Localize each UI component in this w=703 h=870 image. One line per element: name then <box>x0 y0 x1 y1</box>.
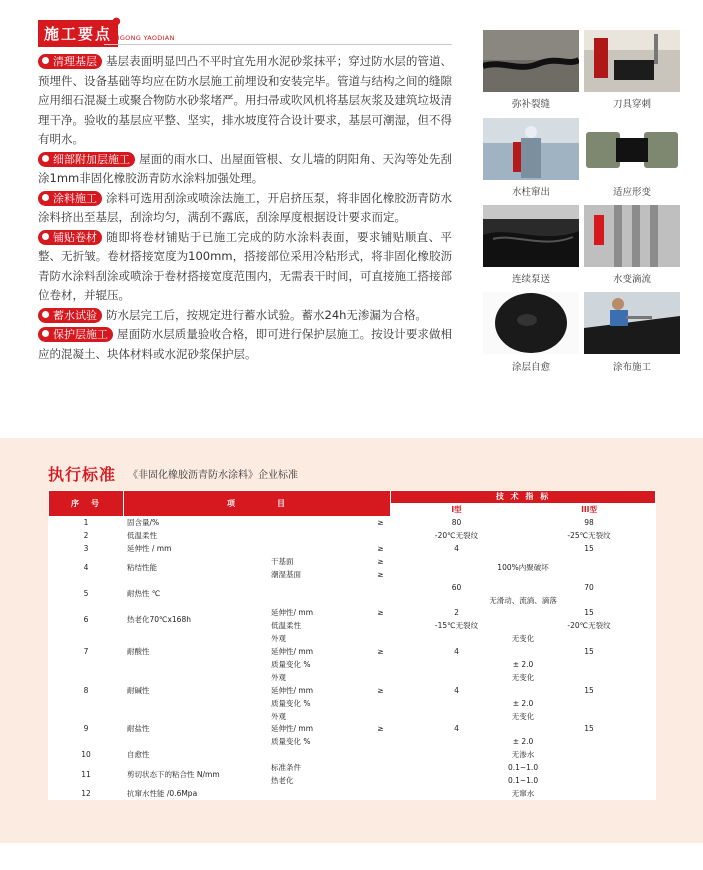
table-row: 延伸性/ mm ≥ 4 15 <box>49 645 656 658</box>
photo-self-heal <box>483 292 579 354</box>
table-row: 3 延伸性 / mm ≥ 4 15 <box>49 542 656 555</box>
point-text: 屋面的雨水口、出屋面管根、女儿墙的阴阳角、天沟等处先刮涂1mm非固化橡胶沥青防水涂料加强处理。 <box>38 151 452 185</box>
photo-water-column <box>483 118 579 180</box>
spec-table <box>48 490 656 800</box>
point-text: 涂料可选用刮涂或喷涂法施工，开启挤压泵，将非固化橡胶沥青防水涂料挤出至基层，刮涂均匀，满刮不露底，刮涂厚度根据设计要求而定。 <box>38 190 452 224</box>
bullet-icon <box>42 194 49 201</box>
point-item <box>38 150 452 189</box>
standard-subtitle: 《非固化橡胶沥青防水涂料》企业标准 <box>128 470 298 481</box>
photo-caption: 水柱窜出 <box>511 187 550 198</box>
decor-dot-icon: ● <box>112 16 121 27</box>
point-tag: 细部附加层施工 <box>38 152 135 167</box>
point-tag: 铺贴卷材 <box>38 230 102 245</box>
table-row: 质量变化 % ± 2.0 <box>49 697 656 710</box>
header-type3: III型 <box>523 503 656 516</box>
photo-caption: 弥补裂缝 <box>511 99 550 110</box>
table-row: 延伸性/ mm ≥ 4 15 <box>49 684 656 697</box>
table-header-row <box>49 491 656 504</box>
table-row: 5 耐热性 ℃ 60 70 <box>49 581 656 594</box>
table-row: 7 耐酸性 外观 无变化 <box>49 632 656 645</box>
point-text: 屋面防水层质量验收合格，即可进行保护层施工。按设计要求做相应的混凝土、块体材料或水泥砂浆保护层。 <box>38 327 452 361</box>
header-item: 项 目 <box>124 491 391 517</box>
photo-caption: 涂层自愈 <box>511 362 550 373</box>
table-row: 10 自愈性 无渗水 <box>49 748 656 761</box>
photo-deformation <box>584 118 680 180</box>
photo-caption: 水变滴流 <box>612 274 651 285</box>
section-divider <box>104 44 452 45</box>
point-item <box>38 52 452 150</box>
section-title: 施工要点 <box>38 20 118 47</box>
point-item <box>38 228 452 306</box>
section-subtitle: SHIGONG YAODIAN <box>108 34 175 42</box>
bullet-icon <box>42 330 49 337</box>
photo-coating-work <box>584 292 680 354</box>
table-row: 4 粘结性能 干基面 ≥ 100%内聚破坏 <box>49 555 656 568</box>
point-text: 随即将卷材铺贴于已施工完成的防水涂料表面，要求铺贴顺直、平整、无折皱。卷材搭接宽度为100mm，搭接部位采用冷粘形式，将非固化橡胶沥青防水涂料刮涂或喷涂于卷材搭接宽度范围内，无需表干时间，可直接施工搭接部位卷材，并辊压。 <box>38 229 452 302</box>
bullet-icon <box>42 155 49 162</box>
point-text: 防水层完工后，按规定进行蓄水试验。蓄水24h无渗漏为合格。 <box>106 307 427 322</box>
table-row: 12 抗窜水性能 /0.6Mpa 无窜水 <box>49 787 656 800</box>
header-type1: I型 <box>391 503 523 516</box>
bullet-icon <box>42 233 49 240</box>
table-row: 质量变化 % ± 2.0 <box>49 735 656 748</box>
table-row: 无滑动、流淌、滴落 <box>49 594 656 607</box>
point-tag: 保护层施工 <box>38 327 113 342</box>
bullet-icon <box>42 57 49 64</box>
table-row: 潮湿基面 ≥ <box>49 568 656 581</box>
table-row: 6 热老化70℃x168h 延伸性/ mm ≥ 2 15 <box>49 607 656 620</box>
table-row: 9 耐盐性 外观 无变化 <box>49 710 656 723</box>
photo-caption: 连续泵送 <box>511 274 550 285</box>
standard-title: 执行标准 <box>48 465 117 484</box>
point-text: 基层表面明显凹凸不平时宜先用水泥砂浆抹平；穿过防水层的管道、预埋件、设备基础等均应在防水层施工前埋设和安装完毕。管道与结构之间的缝隙应用细石混凝土或聚合物防水砂浆堵严。用扫帚或吹风机将基层灰浆及建筑垃圾清理干净。验收的基层应平整、坚实，排水坡度符合设计要求，基层可潮湿，但不得有明水。 <box>38 54 452 146</box>
photo-water-drip <box>584 205 680 267</box>
table-row: 质量变化 % ± 2.0 <box>49 658 656 671</box>
table-row: 11 剪切状态下的粘合性 N/mm 标准条件 0.1~1.0 <box>49 761 656 774</box>
point-tag: 涂料施工 <box>38 191 102 206</box>
table-row: 热老化 0.1~1.0 <box>49 774 656 787</box>
photo-knife-pierce <box>584 30 680 92</box>
point-item <box>38 189 452 228</box>
photo-caption: 适应形变 <box>612 187 651 198</box>
table-row: 1 固含量/% ≥ 80 98 <box>49 516 656 529</box>
header-spec: 技 术 指 标 <box>391 491 656 504</box>
table-row: 2 低温柔性 -20℃无裂纹 -25℃无裂纹 <box>49 529 656 542</box>
photo-continuous-pump <box>483 205 579 267</box>
table-row: 8 耐碱性 外观 无变化 <box>49 671 656 684</box>
point-tag: 蓄水试验 <box>38 308 102 323</box>
table-row: 低温柔性 -15℃无裂纹 -20℃无裂纹 <box>49 619 656 632</box>
table-row: 延伸性/ mm ≥ 4 15 <box>49 723 656 736</box>
construction-points <box>38 52 452 364</box>
point-item <box>38 306 452 326</box>
header-no: 序 号 <box>49 491 124 517</box>
point-tag: 清理基层 <box>38 54 102 69</box>
photo-caption: 刀具穿刺 <box>612 99 651 110</box>
bullet-icon <box>42 311 49 318</box>
point-item <box>38 325 452 364</box>
photo-crack-repair <box>483 30 579 92</box>
photo-caption: 涂布施工 <box>612 362 651 373</box>
section-header <box>38 16 452 46</box>
